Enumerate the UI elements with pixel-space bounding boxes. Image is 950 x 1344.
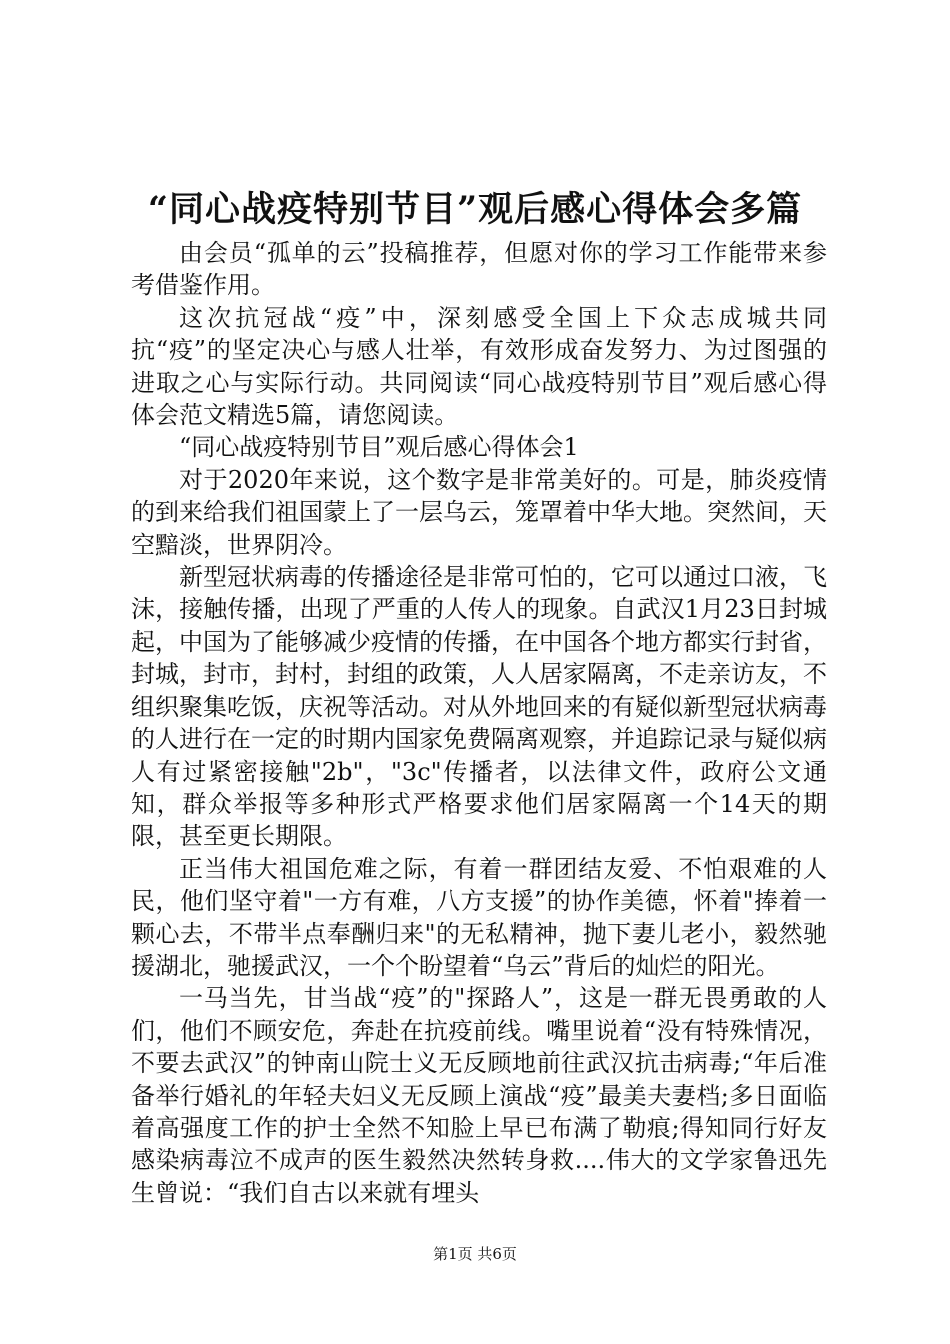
- paragraph-body: 一马当先，甘当战“疫”的"探路人”，这是一群无畏勇敢的人们，他们不顾安危，奔赴在抗疫前线。嘴里说着“没有特殊情况，不要去武汉”的钟南山院士义无反顾地前往武汉抗击病毒;“年后准备举行婚礼的年轻夫妇义无反顾上演战“疫”最美夫妻档;多日面临着高强度工作的护士全然不知脸上早已布满了勒痕;得知同行好友感染病毒泣不成声的医生毅然决然转身救....伟大的文学家鲁迅先生曾说：“我们自古以来就有埋头: [131, 984, 827, 1207]
- paragraph-overview: 这次抗冠战“疫”中，深刻感受全国上下众志成城共同抗“疫”的坚定决心与感人壮举，有效形成奋发努力、为过图强的进取之心与实际行动。共同阅读“同心战疫特别节目”观后感心得体会范文精选5篇，请您阅读。: [131, 303, 827, 430]
- document-title: “同心战疫特别节目”观后感心得体会多篇: [147, 189, 803, 230]
- page-number-footer: 第1页 共6页: [433, 1245, 517, 1263]
- paragraph-body: 正当伟大祖国危难之际，有着一群团结友爱、不怕艰难的人民，他们坚守着"一方有难，八方支援”的协作美德，怀着"捧着一颗心去，不带半点奉酬归来"的无私精神，抛下妻儿老小，毅然驰援湖北，驰援武汉，一个个盼望着“乌云”背后的灿烂的阳光。: [131, 854, 827, 980]
- paragraph-intro: 由会员“孤单的云”投稿推荐，但愿对你的学习工作能带来参考借鉴作用。: [131, 239, 827, 300]
- section-heading-1: “同心战疫特别节目”观后感心得体会1: [179, 433, 579, 462]
- paragraph-body: 对于2020年来说，这个数字是非常美好的。可是，肺炎疫情的到来给我们祖国蒙上了一层乌云，笼罩着中华大地。突然间，天空黯淡，世界阴冷。: [131, 465, 827, 559]
- paragraph-body: 新型冠状病毒的传播途径是非常可怕的，它可以通过口液，飞沫，接触传播，出现了严重的人传人的现象。自武汉1月23日封城起，中国为了能够减少疫情的传播，在中国各个地方都实行封省，封城，封市，封村，封组的政策，人人居家隔离，不走亲访友，不组织聚集吃饭，庆祝等活动。对从外地回来的有疑似新型冠状病毒的人进行在一定的时期内国家免费隔离观察，并追踪记录与疑似病人有过紧密接触"2b"，"3c"传播者，以法律文件，政府公文通知，群众举报等多种形式严格要求他们居家隔离一个14天的期限，甚至更长期限。: [131, 563, 827, 851]
- document-body: [131, 237, 827, 1209]
